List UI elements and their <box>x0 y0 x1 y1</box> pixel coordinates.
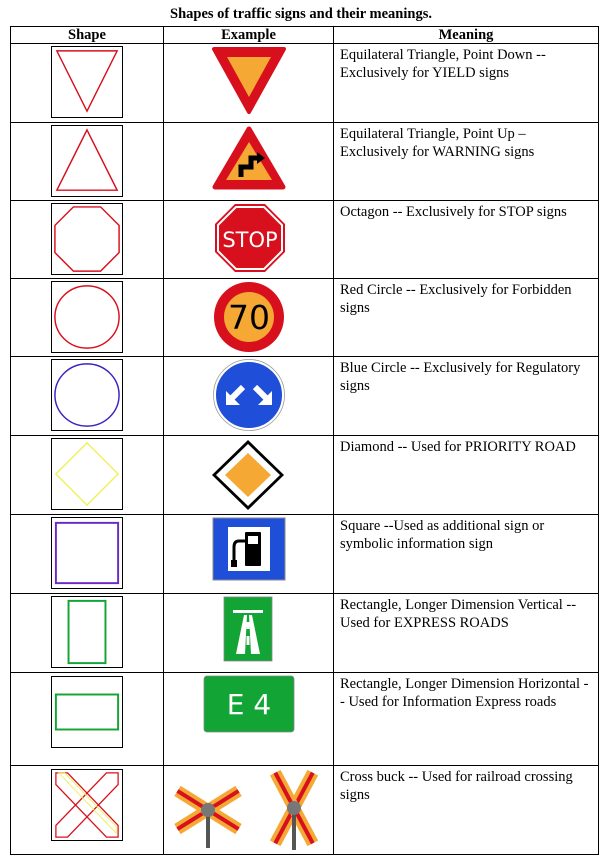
page-title: Shapes of traffic signs and their meanings. <box>170 6 432 22</box>
table-row <box>11 766 599 855</box>
signs-table <box>10 26 599 855</box>
shape-cell <box>11 515 164 594</box>
fuel-station-sign-icon <box>212 517 286 581</box>
example-cell <box>164 279 334 357</box>
circle-red-outline-icon <box>51 281 123 353</box>
yield-sign-icon <box>210 46 288 116</box>
priority-road-sign-icon <box>210 438 286 512</box>
triangle-up-red-outline-icon <box>51 125 123 197</box>
table-row <box>11 44 599 123</box>
meaning-cell: Diamond -- Used for PRIORITY ROAD <box>334 436 599 515</box>
stop-sign-icon <box>214 203 286 273</box>
meaning-cell: Rectangle, Longer Dimension Horizontal -- Used for Information Express roads <box>334 673 599 766</box>
rectangle-horizontal-green-outline-icon <box>51 676 123 748</box>
table-row <box>11 279 599 357</box>
shape-cell <box>11 673 164 766</box>
stop-text: STOP <box>222 228 278 252</box>
example-cell <box>164 766 334 855</box>
table-row <box>11 123 599 201</box>
table-row <box>11 594 599 673</box>
example-cell <box>164 436 334 515</box>
shape-cell <box>11 279 164 357</box>
speed-limit-sign-icon <box>213 281 285 353</box>
table-row <box>11 201 599 279</box>
meaning-cell: Square --Used as additional sign or symbolic information sign <box>334 515 599 594</box>
shape-cell <box>11 201 164 279</box>
meaning-cell: Equilateral Triangle, Point Down -- Exclusively for YIELD signs <box>334 44 599 123</box>
meaning-cell: Equilateral Triangle, Point Up – Exclusively for WARNING signs <box>334 123 599 201</box>
meaning-cell: Red Circle -- Exclusively for Forbidden signs <box>334 279 599 357</box>
table-row <box>11 357 599 436</box>
header-shape: Shape <box>11 27 164 44</box>
table-row <box>11 515 599 594</box>
circle-blue-outline-icon <box>51 359 123 431</box>
example-cell <box>164 594 334 673</box>
example-cell <box>164 673 334 766</box>
example-cell <box>164 201 334 279</box>
shape-cell <box>11 436 164 515</box>
meaning-cell: Cross buck -- Used for railroad crossing signs <box>334 766 599 855</box>
railroad-crossbuck-sign-icon <box>170 768 330 852</box>
triangle-down-red-outline-icon <box>51 46 123 118</box>
example-cell <box>164 357 334 436</box>
shape-cell <box>11 766 164 855</box>
warning-curves-sign-icon <box>211 125 287 191</box>
route-number: E 4 <box>226 688 272 721</box>
header-meaning: Meaning <box>334 27 599 44</box>
example-cell <box>164 44 334 123</box>
shape-cell <box>11 357 164 436</box>
shape-cell <box>11 123 164 201</box>
shape-cell <box>11 594 164 673</box>
square-purple-outline-icon <box>51 517 123 589</box>
meaning-cell: Blue Circle -- Exclusively for Regulatory signs <box>334 357 599 436</box>
example-cell <box>164 123 334 201</box>
cross-buck-outline-icon <box>51 769 123 841</box>
table-row <box>11 673 599 766</box>
octagon-red-outline-icon <box>51 203 123 275</box>
rectangle-vertical-green-outline-icon <box>51 596 123 668</box>
header-example: Example <box>164 27 334 44</box>
header-row <box>11 27 599 44</box>
shape-cell <box>11 44 164 123</box>
blue-arrows-sign-icon <box>213 359 285 431</box>
table-row <box>11 436 599 515</box>
example-cell <box>164 515 334 594</box>
speed-value: 70 <box>228 298 270 337</box>
motorway-sign-icon <box>223 596 273 662</box>
meaning-cell: Octagon -- Exclusively for STOP signs <box>334 201 599 279</box>
meaning-cell: Rectangle, Longer Dimension Vertical -- Used for EXPRESS ROADS <box>334 594 599 673</box>
diamond-yellow-outline-icon <box>51 438 123 510</box>
route-e4-sign-icon <box>203 675 295 733</box>
